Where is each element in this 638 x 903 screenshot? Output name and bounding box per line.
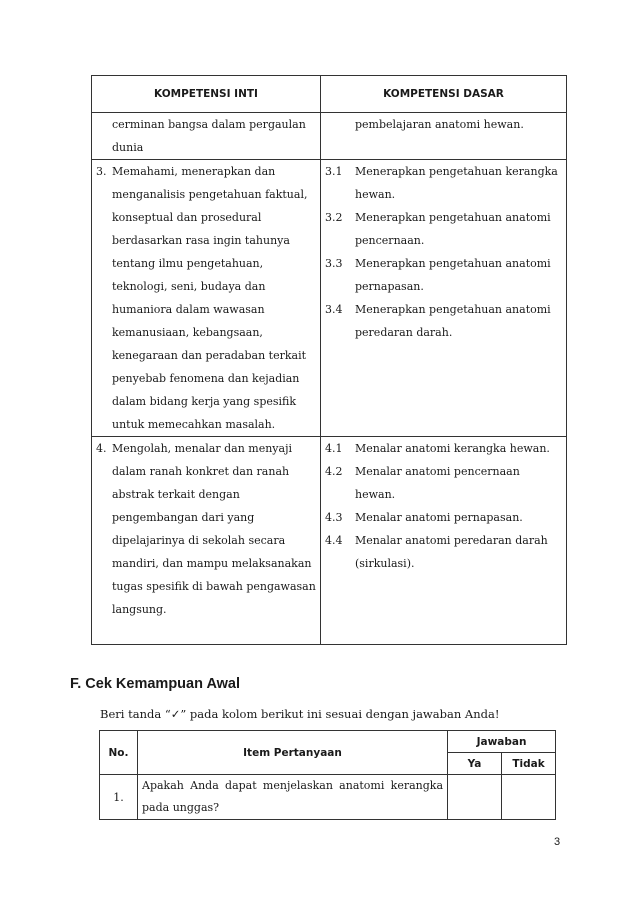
kd-line: Menerapkan pengetahuan anatomi	[355, 303, 551, 316]
ki-line: tentang ilmu pengetahuan,	[112, 257, 264, 270]
header-kompetensi-dasar: KOMPETENSI DASAR	[321, 76, 567, 113]
kd-line: peredaran darah.	[355, 326, 453, 339]
kd-cell	[321, 437, 567, 645]
ki-line: Mengolah, menalar dan menyaji	[112, 442, 292, 455]
header-ya: Ya	[448, 753, 502, 775]
ki-text	[112, 437, 316, 621]
ki-line: Memahami, menerapkan dan	[112, 165, 276, 178]
ki-cell	[92, 113, 321, 160]
kd-number: 4.4	[325, 534, 343, 547]
instruction-text: Beri tanda “✓” pada kolom berikut ini sesuai dengan jawaban Anda!	[100, 707, 500, 721]
question-text: Apakah Anda dapat menjelaskan anatomi kerangka pada unggas?	[138, 775, 448, 820]
kd-item	[325, 160, 562, 206]
ki-line: kemanusiaan, kebangsaan,	[112, 326, 263, 339]
ki-line: mandiri, dan mampu melaksanakan	[112, 557, 312, 570]
header-jawaban: Jawaban	[448, 731, 556, 753]
header-tidak: Tidak	[502, 753, 556, 775]
header-kompetensi-inti: KOMPETENSI INTI	[92, 76, 321, 113]
kd-number: 4.2	[325, 465, 343, 478]
page-number: 3	[554, 836, 561, 848]
ki-line: teknologi, seni, budaya dan	[112, 280, 266, 293]
ki-line: pengembangan dari yang	[112, 511, 255, 524]
kd-number: 4.3	[325, 511, 343, 524]
answer-ya-cell[interactable]	[448, 775, 502, 820]
kd-number: 3.1	[325, 165, 343, 178]
kd-number: 4.1	[325, 442, 343, 455]
ki-line: konseptual dan prosedural	[112, 211, 262, 224]
ki-text	[96, 113, 316, 159]
answer-tidak-cell[interactable]	[502, 775, 556, 820]
ki-line: dipelajarinya di sekolah secara	[112, 534, 286, 547]
header-no: No.	[100, 731, 138, 775]
kd-line: hewan.	[355, 488, 396, 501]
kd-cell	[321, 113, 567, 160]
ki-line: dalam ranah konkret dan ranah	[112, 465, 290, 478]
ki-line: untuk memecahkan masalah.	[112, 418, 276, 431]
table-row-ki-4	[92, 437, 567, 645]
table-row-ki-3	[92, 160, 567, 437]
ki-line: menganalisis pengetahuan faktual,	[112, 188, 308, 201]
ki-line: cerminan bangsa dalam pergaulan	[112, 118, 306, 131]
table-header-row	[100, 731, 556, 753]
kompetensi-table	[91, 75, 567, 645]
kd-line: Menalar anatomi pernapasan.	[355, 511, 523, 524]
kd-line: (sirkulasi).	[355, 557, 415, 570]
ki-text	[112, 160, 316, 436]
ki-line: humaniora dalam wawasan	[112, 303, 265, 316]
cek-kemampuan-table	[99, 730, 556, 820]
ki-line: tugas spesifik di bawah pengawasan	[112, 580, 316, 593]
ki-number: 3.	[96, 165, 107, 178]
kd-line: Menerapkan pengetahuan anatomi	[355, 257, 551, 270]
section-title: F. Cek Kemampuan Awal	[70, 676, 241, 692]
kd-number: 3.4	[325, 303, 343, 316]
kd-cell	[321, 160, 567, 437]
kd-item	[325, 206, 562, 252]
ki-line: abstrak terkait dengan	[112, 488, 240, 501]
ki-number: 4.	[96, 442, 107, 455]
kd-item	[325, 529, 562, 575]
kd-line: Menalar anatomi kerangka hewan.	[355, 442, 550, 455]
table-row-continued	[92, 113, 567, 160]
kd-number: 3.3	[325, 257, 343, 270]
kd-line: Menerapkan pengetahuan anatomi	[355, 211, 551, 224]
kd-line: Menalar anatomi pencernaan	[355, 465, 520, 478]
kd-item	[325, 252, 562, 298]
kd-line: Menerapkan pengetahuan kerangka	[355, 165, 558, 178]
ki-line: dalam bidang kerja yang spesifik	[112, 395, 297, 408]
kd-number: 3.2	[325, 211, 343, 224]
kd-item	[325, 298, 562, 344]
kd-line: pembelajaran anatomi hewan.	[355, 118, 524, 131]
kd-line: Menalar anatomi peredaran darah	[355, 534, 548, 547]
table-row	[100, 775, 556, 820]
ki-line: dunia	[112, 141, 144, 154]
kd-line: pencernaan.	[355, 234, 425, 247]
header-item-pertanyaan: Item Pertanyaan	[138, 731, 448, 775]
ki-line: berdasarkan rasa ingin tahunya	[112, 234, 290, 247]
question-number: 1.	[100, 775, 138, 820]
ki-line: kenegaraan dan peradaban terkait	[112, 349, 307, 362]
kd-item	[325, 460, 562, 506]
kd-line: hewan.	[355, 188, 396, 201]
ki-line: langsung.	[112, 603, 167, 616]
ki-cell	[92, 437, 321, 645]
kd-line: pernapasan.	[355, 280, 424, 293]
ki-cell	[92, 160, 321, 437]
kd-item	[325, 506, 562, 529]
kd-item	[325, 437, 562, 460]
ki-line: penyebab fenomena dan kejadian	[112, 372, 300, 385]
